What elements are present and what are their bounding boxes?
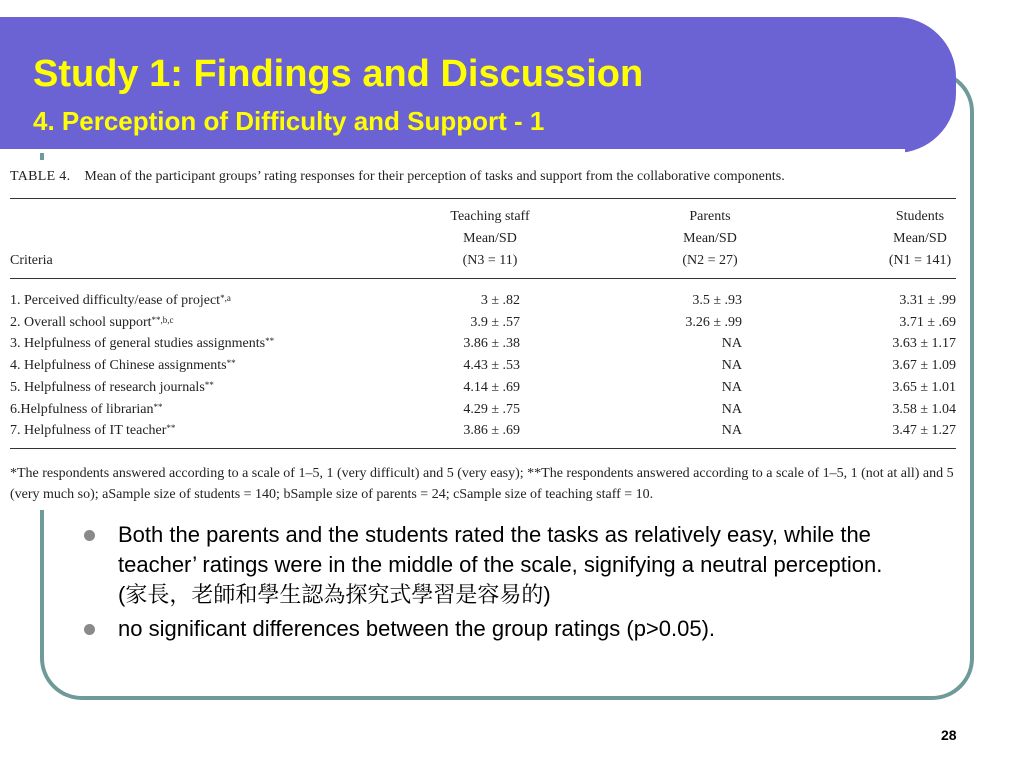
table-row: 7. Helpfulness of IT teacher** 3.86 ± .69 NA 3.47 ± 1.27 <box>10 423 956 439</box>
ratings-table <box>10 290 956 442</box>
table-figure <box>0 160 970 510</box>
table-row: 3. Helpfulness of general studies assignments** 3.86 ± .38 NA 3.63 ± 1.17 <box>10 336 956 352</box>
column-header-teaching: Teaching staff Mean/SD (N3 = 11) <box>450 209 530 268</box>
column-header-students: Students Mean/SD (N1 = 141) <box>888 209 952 268</box>
column-header-parents: Parents Mean/SD (N2 = 27) <box>682 209 738 268</box>
table-row: 1. Perceived difficulty/ease of project$^{*,a}$ 3 ± .82 3.5 ± .93 3.31 ± .99 <box>10 293 956 308</box>
table-body <box>10 290 956 442</box>
table-label: TABLE 4. <box>10 169 71 184</box>
bullet-dot-icon <box>84 624 95 635</box>
table-row: 5. Helpfulness of research journals** 4.14 ± .69 NA 3.65 ± 1.01 <box>10 379 956 395</box>
table-row: 6.Helpfulness of librarian** 4.29 ± .75 NA 3.58 ± 1.04 <box>10 401 956 417</box>
bullet-list <box>84 520 904 648</box>
table-top-rule <box>10 198 956 199</box>
table-row: 2. Overall school support$^{**,b,c}$ 3.9 ± .57 3.26 ± .99 3.71 ± .69 <box>10 314 956 330</box>
table-caption <box>10 169 785 185</box>
table-bottom-rule <box>10 448 956 449</box>
table-footnote: *The respondents answered according to a scale of 1–5, 1 (very difficult) and 5 (very easy); **The respondents answered according to a scale of 1–5, 1 (not at all) and 5 (very much so); aSample size of students = 140; bSample size of parents = 24; cSample size of teaching staff = 10. <box>10 466 954 502</box>
bullet-item: no significant differences between the group ratings (p>0.05). <box>84 614 904 644</box>
bullet-dot-icon <box>84 530 95 541</box>
table-row: 4. Helpfulness of Chinese assignments** 4.43 ± .53 NA 3.67 ± 1.09 <box>10 358 956 374</box>
bullet-item: Both the parents and the students rated the tasks as relatively easy, while the teacher’ ratings were in the middle of the scale, signifying a neutral perception. (家長，老師和學生認為探究式學習是容易的) <box>84 520 904 610</box>
title-banner <box>0 17 956 153</box>
table-header-rule <box>10 278 956 279</box>
page-number: 28 <box>941 727 957 743</box>
slide-subtitle: 4. Perception of Difficulty and Support - 1 <box>33 106 545 136</box>
slide-title: Study 1: Findings and Discussion <box>33 53 644 95</box>
table-caption-text: Mean of the participant groups’ rating responses for their perception of tasks and support from the collaborative components. <box>84 169 785 184</box>
criteria-header: Criteria <box>10 253 53 268</box>
banner-divider <box>0 149 905 153</box>
